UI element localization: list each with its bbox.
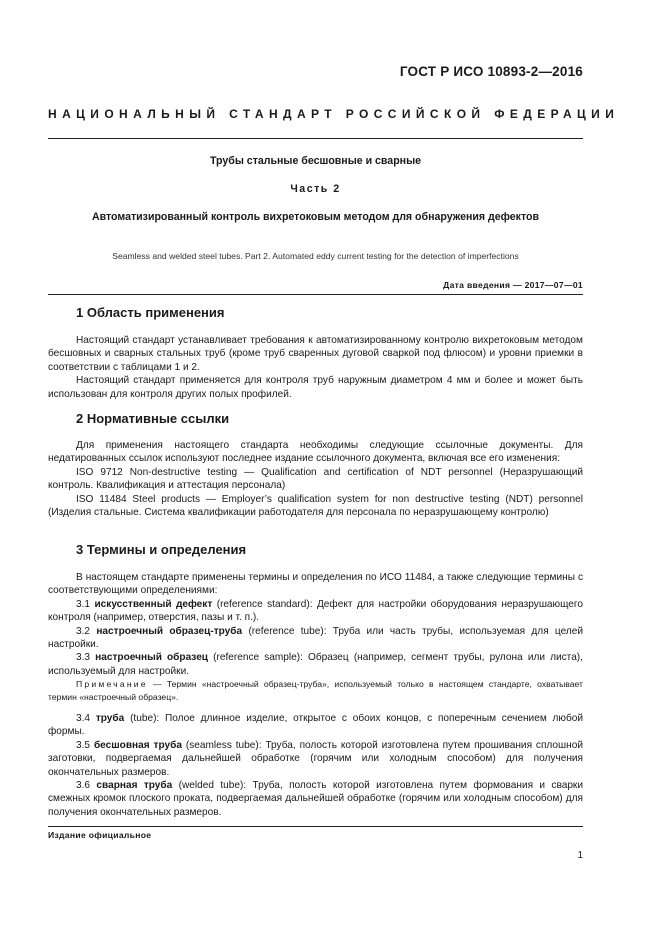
term-name: настроечный образец [95,652,209,664]
part-label: Часть 2 [290,183,341,195]
section-1-body [48,334,583,401]
term-3-2 [48,625,583,652]
section-1-heading: 1 Область применения [76,305,225,320]
term-name: настроечный образец-труба [96,625,243,637]
term-number: 3.6 [76,780,91,792]
term-number: 3.4 [76,713,91,724]
term-3-6 [48,779,583,819]
term-name: труба [95,713,125,724]
section-3-body-continued [48,712,583,819]
document-title: Трубы стальные бесшовные и сварные [209,155,422,167]
header-divider [48,138,583,139]
term-number: 3.5 [76,739,91,751]
term-name: искусственный дефект [94,598,213,610]
term-3-4 [48,712,583,739]
term-name: сварная труба [96,780,173,792]
note-text: — Термин «настроечный образец-труба», используемый только в настоящем стандарте, охватывает термин «настроечный образец». [48,679,583,702]
section-3-heading: 3 Термины и определения [76,542,247,557]
term-3-1 [48,598,583,625]
english-title: Seamless and welded steel tubes. Part 2. Automated eddy current testing for the detection of imperfections [112,251,519,261]
paragraph: Настоящий стандарт применяется для контроля труб наружным диаметром 4 мм и более и может быть использован для контроля других полых профилей. [48,375,583,400]
term-name: бесшовная труба [93,739,182,751]
paragraph: Для применения настоящего стандарта необходимы следующие ссылочные документы. Для недатированных ссылок используют последнее издание ссылочного документа, включая все его изменения: [48,440,583,465]
introduction-date: Дата введения — 2017—07—01 [443,280,583,290]
note [48,678,583,704]
term-3-3 [48,651,583,678]
term-definition: (seamless tube): Труба, полость которой изготовлена путем прошивания сплошной заготовки, подвергаемая дальнейшей обработке (горячим или холодным способом) для получения окончательных размеров. [48,739,583,778]
document-subtitle: Автоматизированный контроль вихретоковым методом для обнаружения дефектов [91,211,539,223]
paragraph: Настоящий стандарт устанавливает требования к автоматизированному контролю вихретоковым методом бесшовных и сварных стальных труб (кроме труб сваренных дуговой сваркой под флюсом) и уровни приемки в соответствии с таблицами 1 и 2. [48,335,583,373]
term-definition: (reference tube): Труба или часть трубы, используемая для целей настройки. [48,625,584,651]
page-number: 1 [577,850,583,861]
term-definition: (reference sample): Образец (например, сегмент трубы, рулона или листа), используемый для настройки. [48,652,583,677]
national-standard-banner: НАЦИОНАЛЬНЫЙ СТАНДАРТ РОССИЙСКОЙ ФЕДЕРАЦИИ [48,107,620,121]
paragraph: В настоящем стандарте применены термины и определения по ИСО 11484, а также следующие термины с соответствующими определениями: [48,572,583,597]
term-number: 3.1 [76,598,91,610]
section-3-body [48,571,583,678]
term-definition: (reference standard): Дефект для настройки оборудования неразрушающего контроля (например, отверстия, пазы и т. п.). [48,598,583,624]
date-divider [48,294,583,295]
reference-iso-9712: ISO 9712 Non-destructive testing — Qualification and certification of NDT personnel (Неразрушающий контроль. Квалификация и аттестация персонала) [48,466,583,492]
term-number: 3.2 [76,625,91,637]
official-edition-label: Издание официальное [48,830,152,840]
section-2-body [48,439,583,519]
term-number: 3.3 [76,652,91,664]
term-definition: (tube): Полое длинное изделие, открытое с обоих концов, с поперечным сечением любой формы. [48,713,584,738]
term-3-5 [48,739,583,779]
footer-divider [48,826,583,827]
note-label: Примечание [76,679,148,689]
reference-iso-11484: ISO 11484 Steel products — Employer’s qualification system for non destructive testing (NDT) personnel (Изделия стальные. Система квалификации работодателя для персонала по неразрушающему контролю) [48,493,583,519]
standard-number: ГОСТ Р ИСО 10893-2—2016 [399,64,583,79]
term-definition: (welded tube): Труба, полость которой изготовлена путем формования и сварки смежных кромок плоского проката, подвергаемая дальнейшей обработке (горячим или холодным способом) для получения окончательных размеров. [48,780,583,818]
section-2-heading: 2 Нормативные ссылки [76,411,230,426]
